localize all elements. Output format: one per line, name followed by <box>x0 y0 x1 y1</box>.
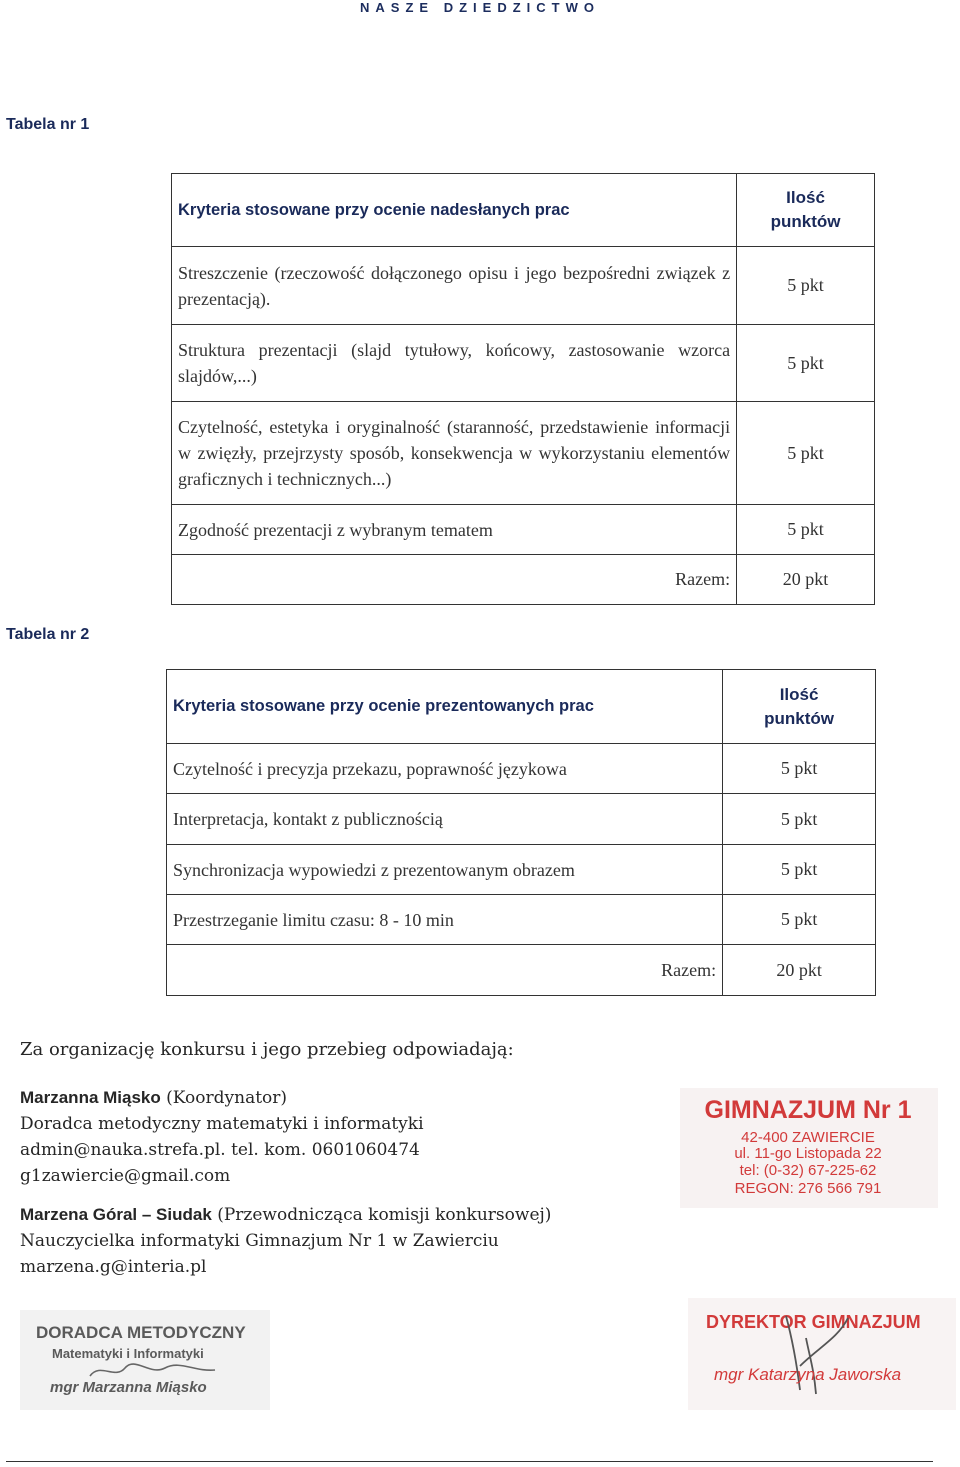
criterion-text: Interpretacja, kontakt z publicznością <box>167 794 723 845</box>
points-header-line2: punktów <box>764 708 835 728</box>
table-row <box>172 505 875 555</box>
criterion-points: 5 pkt <box>723 744 876 794</box>
person2-title: Nauczycielka informatyki Gimnazjum Nr 1 w Zawierciu <box>20 1231 499 1251</box>
criterion-text: Czytelność, estetyka i oryginalność (staranność, przedstawienie informacji w zwięzły, przejrzysty sposób, konsekwencja w wykorzystaniu elementów graficznych i technicznych...) <box>172 402 737 505</box>
person2-name: Marzena Góral – Siudak <box>20 1205 212 1224</box>
table-row <box>167 744 876 794</box>
points-header <box>723 670 876 744</box>
footer-divider <box>6 1461 933 1462</box>
criterion-text: Streszczenie (rzeczowość dołączonego opisu i jego bezpośredni związek z prezentacją). <box>172 247 737 325</box>
points-header-line2: punktów <box>770 212 841 231</box>
school-stamp <box>680 1088 938 1208</box>
stamp-advisor-title: DORADCA METODYCZNY <box>36 1323 246 1342</box>
criterion-points: 5 pkt <box>723 895 876 945</box>
points-header-line1: Ilość <box>779 684 819 704</box>
stamp-advisor-subject: Matematyki i Informatyki <box>52 1346 204 1361</box>
table-header-row <box>167 670 876 744</box>
sum-label: Razem: <box>167 945 723 996</box>
points-header-line1: Ilość <box>786 188 825 207</box>
stamp-school-phone: tel: (0-32) 67-225-62 <box>739 1162 877 1179</box>
stamp-school-postcode: 42-400 ZAWIERCIE <box>741 1129 875 1146</box>
person2-role: (Przewodnicząca komisji konkursowej) <box>211 1205 552 1225</box>
organizers-intro: Za organizację konkursu i jego przebieg odpowiadają: <box>20 1039 514 1060</box>
criterion-text: Synchronizacja wypowiedzi z prezentowanym obrazem <box>167 845 723 895</box>
sum-label: Razem: <box>172 555 737 605</box>
stamp-director-name: mgr Katarzyna Jaworska <box>714 1365 902 1384</box>
criterion-points: 5 pkt <box>737 402 875 505</box>
criterion-text: Struktura prezentacji (slajd tytułowy, końcowy, zastosowanie wzorca slajdów,...) <box>172 325 737 402</box>
stamp-director-title: DYREKTOR GIMNAZJUM <box>706 1312 921 1332</box>
sum-value: 20 pkt <box>723 945 876 996</box>
stamp-school-name: GIMNAZJUM Nr 1 <box>704 1096 912 1124</box>
points-header <box>737 174 875 247</box>
criterion-points: 5 pkt <box>737 325 875 402</box>
advisor-stamp <box>20 1310 270 1410</box>
director-stamp <box>688 1298 956 1410</box>
person1-contact: admin@nauka.strefa.pl. tel. kom. 0601060474 <box>20 1140 420 1160</box>
person1-title: Doradca metodyczny matematyki i informatyki <box>20 1114 424 1134</box>
person1-role: (Koordynator) <box>160 1088 288 1108</box>
sum-value: 20 pkt <box>737 555 875 605</box>
table-header-row <box>172 174 875 247</box>
criterion-text: Czytelność i precyzja przekazu, poprawność językowa <box>167 744 723 794</box>
criterion-text: Przestrzeganie limitu czasu: 8 - 10 min <box>167 895 723 945</box>
table2-label: Tabela nr 2 <box>6 626 90 643</box>
table-row <box>172 325 875 402</box>
criterion-text: Zgodność prezentacji z wybranym tematem <box>172 505 737 555</box>
stamp-school-street: ul. 11-go Listopada 22 <box>734 1145 882 1162</box>
criterion-points: 5 pkt <box>723 794 876 845</box>
sum-row <box>167 945 876 996</box>
sum-row <box>172 555 875 605</box>
person2-line <box>20 1205 551 1225</box>
table-row <box>167 895 876 945</box>
table-row <box>172 402 875 505</box>
person2-email: marzena.g@interia.pl <box>20 1257 207 1277</box>
criteria-header: Kryteria stosowane przy ocenie prezentowanych prac <box>167 670 723 744</box>
table1-label: Tabela nr 1 <box>6 116 90 133</box>
stamp-advisor-name: mgr Marzanna Miąsko <box>50 1379 207 1396</box>
criteria-table-1 <box>171 173 875 605</box>
person1-name: Marzanna Miąsko <box>20 1088 161 1107</box>
person1-email: g1zawiercie@gmail.com <box>20 1166 231 1186</box>
stamp-school-regon: REGON: 276 566 791 <box>734 1180 882 1197</box>
person1-line <box>20 1088 287 1108</box>
criteria-header: Kryteria stosowane przy ocenie nadesłanych prac <box>172 174 737 247</box>
criterion-points: 5 pkt <box>737 505 875 555</box>
table-row <box>172 247 875 325</box>
running-header: NASZE DZIEDZICTWO <box>360 0 600 15</box>
criteria-table-2 <box>166 669 876 996</box>
criterion-points: 5 pkt <box>737 247 875 325</box>
table-row <box>167 794 876 845</box>
table-row <box>167 845 876 895</box>
criterion-points: 5 pkt <box>723 845 876 895</box>
